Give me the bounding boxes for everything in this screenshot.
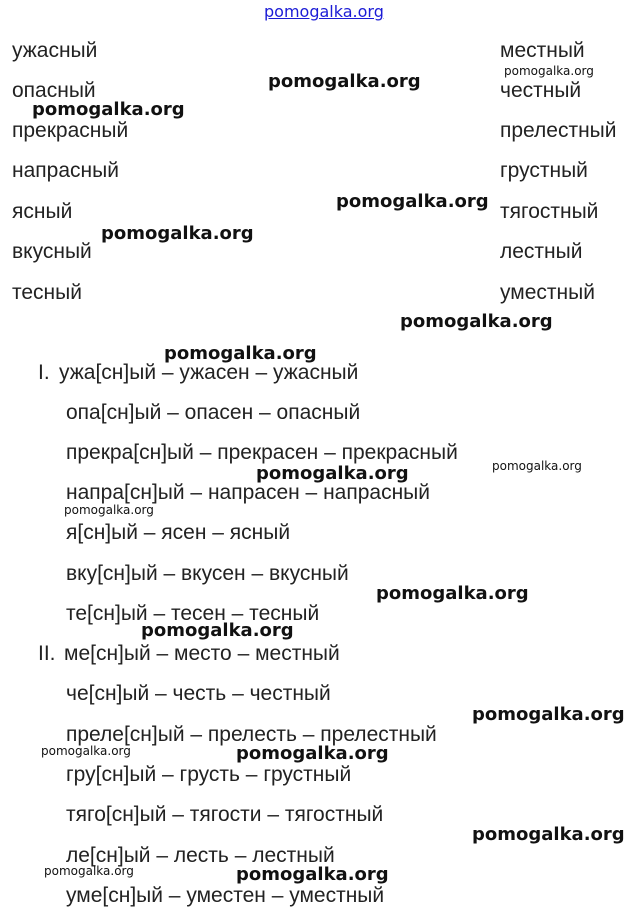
left-word-6: вкусный (12, 240, 92, 263)
right-word-6: лестный (500, 240, 583, 263)
group-1-line-7: те[сн]ый – тесен – тесный (66, 602, 320, 625)
group-2-line-7: уме[сн]ый – уместен – уместный (66, 884, 385, 907)
watermark: pomogalka.org (504, 64, 594, 78)
left-word-5: ясный (12, 200, 73, 223)
group-2-line-4: гру[сн]ый – грусть – грустный (66, 763, 352, 786)
watermark: pomogalka.org (64, 503, 154, 517)
watermark: pomogalka.org (268, 71, 421, 92)
watermark: pomogalka.org (472, 704, 625, 725)
right-word-4: грустный (500, 159, 588, 182)
group-2-line-2: че[сн]ый – честь – честный (66, 682, 331, 705)
watermark-top[interactable]: pomogalka.org (264, 2, 384, 21)
group-1-line-1: ужа[сн]ый – ужасен – ужасный (59, 361, 359, 384)
watermark: pomogalka.org (376, 583, 529, 604)
group-1-line-6: вку[сн]ый – вкусен – вкусный (66, 562, 349, 585)
group-2-line-5: тяго[сн]ый – тягости – тягостный (66, 803, 384, 826)
group-2-label: II. (38, 642, 56, 665)
left-word-1: ужасный (12, 39, 98, 62)
group-1-line-5: я[сн]ый – ясен – ясный (66, 521, 291, 544)
group-1-line-3: прекра[сн]ый – прекрасен – прекрасный (66, 441, 458, 464)
watermark: pomogalka.org (236, 743, 389, 764)
group-2-line-1: ме[сн]ый – место – местный (64, 642, 340, 665)
watermark: pomogalka.org (472, 824, 625, 845)
group-2-line-6: ле[сн]ый – лесть – лестный (66, 844, 335, 867)
right-word-3: прелестный (500, 119, 617, 142)
right-word-2: честный (500, 79, 582, 102)
group-1-line-4: напра[сн]ый – напрасен – напрасный (66, 481, 431, 504)
right-word-7: уместный (500, 281, 595, 304)
watermark: pomogalka.org (236, 864, 389, 885)
right-word-5: тягостный (500, 200, 599, 223)
watermark: pomogalka.org (336, 191, 489, 212)
watermark: pomogalka.org (32, 99, 185, 120)
group-1-line-2: опа[сн]ый – опасен – опасный (66, 401, 361, 424)
watermark: pomogalka.org (41, 744, 131, 758)
left-word-7: тесный (12, 281, 82, 304)
watermark: pomogalka.org (44, 864, 134, 878)
left-word-2: опасный (12, 79, 96, 102)
watermark: pomogalka.org (400, 311, 553, 332)
group-2-line-3: преле[сн]ый – прелесть – прелестный (66, 723, 437, 746)
left-word-3: прекрасный (12, 119, 129, 142)
watermark: pomogalka.org (101, 223, 254, 244)
watermark: pomogalka.org (141, 620, 294, 641)
watermark: pomogalka.org (256, 463, 409, 484)
group-1-label: I. (38, 361, 50, 384)
watermark: pomogalka.org (164, 343, 317, 364)
right-word-1: местный (500, 39, 585, 62)
watermark: pomogalka.org (492, 459, 582, 473)
left-word-4: напрасный (12, 159, 119, 182)
